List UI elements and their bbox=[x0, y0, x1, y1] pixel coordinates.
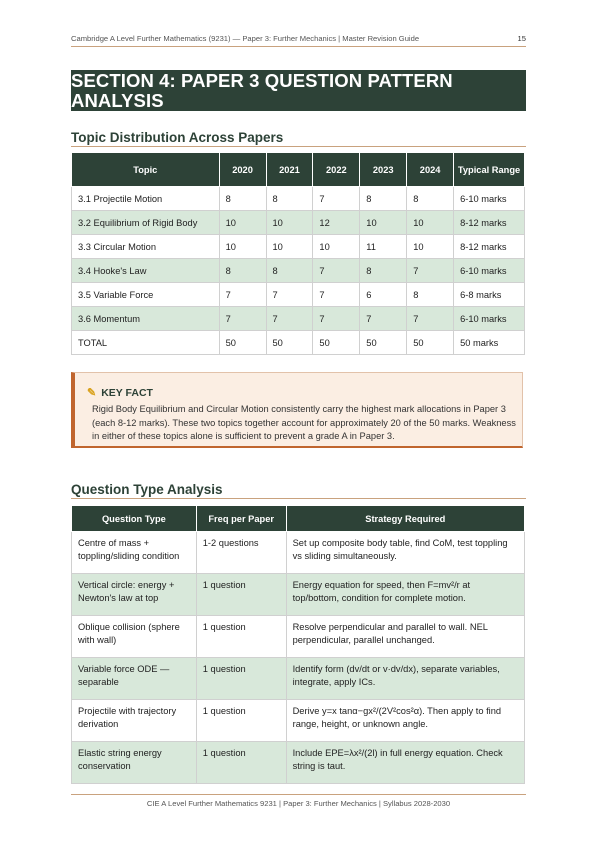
key-fact-box bbox=[71, 372, 523, 448]
table-row bbox=[72, 574, 525, 616]
table-cell: Derive y=x tanα−gx²/(2V²cos²α). Then apply to find range, height, or unknown angle. bbox=[286, 700, 524, 742]
question-type-table bbox=[71, 505, 525, 784]
table-cell: 7 bbox=[407, 259, 454, 283]
table-cell: Projectile with trajectory derivation bbox=[72, 700, 197, 742]
table-cell: 1 question bbox=[196, 742, 286, 784]
pin-icon: ✎ bbox=[87, 387, 97, 399]
table-cell: 8 bbox=[407, 283, 454, 307]
table-cell: 50 marks bbox=[454, 331, 525, 355]
table-cell: 8-12 marks bbox=[454, 211, 525, 235]
table-cell: 50 bbox=[407, 331, 454, 355]
header-text: Cambridge A Level Further Mathematics (9231) — Paper 3: Further Mechanics | Master Revision Guide bbox=[71, 34, 420, 43]
key-fact-title: KEY FACT bbox=[101, 387, 153, 399]
table-cell: 3.2 Equilibrium of Rigid Body bbox=[72, 211, 220, 235]
table-row bbox=[72, 658, 525, 700]
table-cell: 10 bbox=[266, 211, 313, 235]
table-row bbox=[72, 259, 525, 283]
page-header bbox=[71, 34, 526, 47]
table-cell: 8 bbox=[407, 187, 454, 211]
table-cell: Vertical circle: energy + Newton's law at top bbox=[72, 574, 197, 616]
table-cell: 3.5 Variable Force bbox=[72, 283, 220, 307]
column-header: Question Type bbox=[72, 506, 197, 532]
table-cell: Include EPE=λx²/(2l) in full energy equation. Check string is taut. bbox=[286, 742, 524, 784]
table-cell: Oblique collision (sphere with wall) bbox=[72, 616, 197, 658]
table-cell: 8 bbox=[266, 187, 313, 211]
table-cell: Elastic string energy conservation bbox=[72, 742, 197, 784]
topic-distribution-table bbox=[71, 152, 525, 355]
table-row bbox=[72, 700, 525, 742]
table-cell: 6-10 marks bbox=[454, 259, 525, 283]
table-cell: 3.6 Momentum bbox=[72, 307, 220, 331]
table-cell: 8 bbox=[219, 187, 266, 211]
table-row bbox=[72, 532, 525, 574]
table-cell: 50 bbox=[219, 331, 266, 355]
table-cell: 8-12 marks bbox=[454, 235, 525, 259]
table-row bbox=[72, 616, 525, 658]
table-cell: 6 bbox=[360, 283, 407, 307]
table-cell: 6-10 marks bbox=[454, 307, 525, 331]
topic-distribution-heading: Topic Distribution Across Papers bbox=[71, 130, 526, 147]
table-cell: 8 bbox=[360, 259, 407, 283]
table-cell: Identify form (dv/dt or v·dv/dx), separate variables, integrate, apply ICs. bbox=[286, 658, 524, 700]
key-fact-body: Rigid Body Equilibrium and Circular Motion consistently carry the highest mark allocations in Paper 3 (each 8-12 marks). These two topics together account for approximately 20 of the 50 marks. Weakness in either of these topics alone is sufficient to prevent a grade A in Paper 3. bbox=[92, 404, 516, 442]
table-cell: 7 bbox=[407, 307, 454, 331]
table-cell: 3.4 Hooke's Law bbox=[72, 259, 220, 283]
table-cell: Resolve perpendicular and parallel to wall. NEL perpendicular, parallel unchanged. bbox=[286, 616, 524, 658]
column-header: 2022 bbox=[313, 153, 360, 187]
table-cell: 12 bbox=[313, 211, 360, 235]
table-cell: 6-10 marks bbox=[454, 187, 525, 211]
page-number: 15 bbox=[517, 34, 526, 43]
table-cell: 10 bbox=[219, 211, 266, 235]
column-header: Typical Range bbox=[454, 153, 525, 187]
table-cell: 50 bbox=[266, 331, 313, 355]
table-cell: 7 bbox=[360, 307, 407, 331]
table-cell: 7 bbox=[266, 283, 313, 307]
table-cell: 1-2 questions bbox=[196, 532, 286, 574]
section-title-text: SECTION 4: PAPER 3 QUESTION PATTERN ANALYSIS bbox=[71, 70, 453, 111]
table-cell: 3.3 Circular Motion bbox=[72, 235, 220, 259]
column-header: 2023 bbox=[360, 153, 407, 187]
table-cell: 11 bbox=[360, 235, 407, 259]
table-row bbox=[72, 283, 525, 307]
table-cell: 10 bbox=[407, 235, 454, 259]
table-cell: 1 question bbox=[196, 574, 286, 616]
table-cell: 1 question bbox=[196, 658, 286, 700]
table-cell: 7 bbox=[313, 307, 360, 331]
column-header: 2020 bbox=[219, 153, 266, 187]
table-cell: TOTAL bbox=[72, 331, 220, 355]
table-cell: 8 bbox=[266, 259, 313, 283]
table-row bbox=[72, 235, 525, 259]
key-fact-title-row bbox=[87, 386, 153, 399]
table-cell: Set up composite body table, find CoM, test toppling vs sliding simultaneously. bbox=[286, 532, 524, 574]
table-cell: 7 bbox=[219, 307, 266, 331]
section-title bbox=[71, 70, 526, 111]
table-row bbox=[72, 187, 525, 211]
table-cell: 8 bbox=[219, 259, 266, 283]
table-cell: 10 bbox=[360, 211, 407, 235]
table-cell: 50 bbox=[360, 331, 407, 355]
column-header: Strategy Required bbox=[286, 506, 524, 532]
table-cell: 1 question bbox=[196, 700, 286, 742]
table-header-row bbox=[72, 153, 525, 187]
table-total-row bbox=[72, 331, 525, 355]
table-cell: 1 question bbox=[196, 616, 286, 658]
table-cell: 7 bbox=[219, 283, 266, 307]
table-cell: 10 bbox=[266, 235, 313, 259]
table-cell: 10 bbox=[219, 235, 266, 259]
page-footer: CIE A Level Further Mathematics 9231 | Paper 3: Further Mechanics | Syllabus 2028-2030 bbox=[71, 794, 526, 808]
column-header: Topic bbox=[72, 153, 220, 187]
column-header: 2024 bbox=[407, 153, 454, 187]
table-cell: 7 bbox=[313, 283, 360, 307]
table-cell: 6-8 marks bbox=[454, 283, 525, 307]
table-cell: 8 bbox=[360, 187, 407, 211]
table-cell: 3.1 Projectile Motion bbox=[72, 187, 220, 211]
table-cell: 50 bbox=[313, 331, 360, 355]
table-cell: Variable force ODE — separable bbox=[72, 658, 197, 700]
table-header-row bbox=[72, 506, 525, 532]
question-type-heading: Question Type Analysis bbox=[71, 482, 526, 499]
table-cell: Energy equation for speed, then F=mv²/r at top/bottom, condition for complete motion. bbox=[286, 574, 524, 616]
table-cell: 7 bbox=[313, 187, 360, 211]
table-cell: 10 bbox=[407, 211, 454, 235]
table-row bbox=[72, 307, 525, 331]
table-row bbox=[72, 211, 525, 235]
column-header: 2021 bbox=[266, 153, 313, 187]
table-cell: Centre of mass + toppling/sliding condition bbox=[72, 532, 197, 574]
table-row bbox=[72, 742, 525, 784]
column-header: Freq per Paper bbox=[196, 506, 286, 532]
table-cell: 10 bbox=[313, 235, 360, 259]
table-cell: 7 bbox=[313, 259, 360, 283]
table-cell: 7 bbox=[266, 307, 313, 331]
